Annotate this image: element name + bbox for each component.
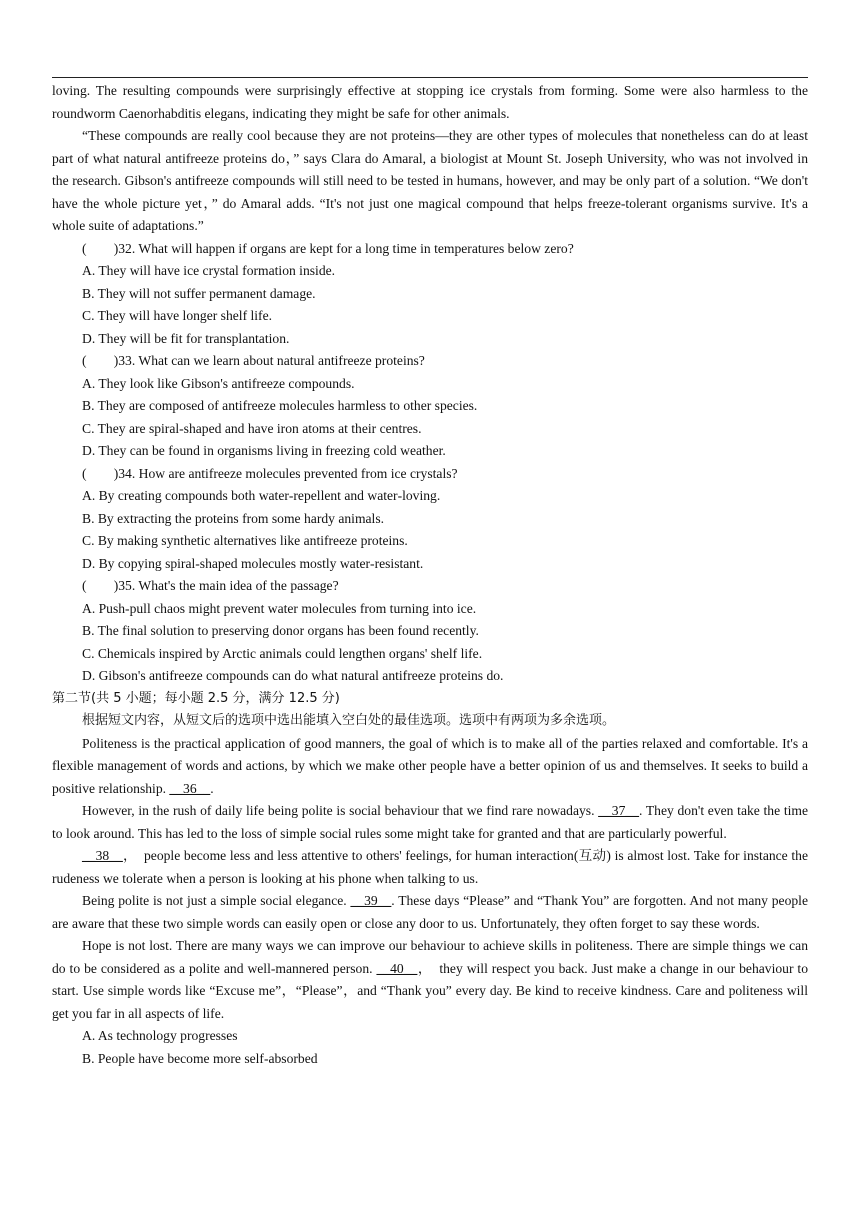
answer-option: C. Chemicals inspired by Arctic animals could lengthen organs' shelf life. — [82, 645, 483, 661]
question-32 — [52, 238, 808, 351]
blank-39: __39__ — [350, 893, 392, 908]
answer-option: B. They will not suffer permanent damage. — [82, 285, 316, 301]
answer-option: C. They are spiral‑shaped and have iron atoms at their centres. — [82, 420, 422, 436]
question-33 — [52, 350, 808, 463]
cloze-text: However, in the rush of daily life being polite is social behaviour that we find rare nowadays. — [82, 803, 599, 818]
answer-option: D. They will be fit for transplantation. — [82, 330, 290, 346]
answer-option: D. They can be found in organisms living in freezing cold weather. — [82, 443, 446, 458]
cloze-text: Politeness is the practical application of good manners, the goal of which is to make all of the parties relaxed and comfortable. It's a flexible management of words and actions, by which we make other people have a better opinion of us and themselves. It seeks to build a positive relationship. — [52, 735, 808, 796]
answer-option: A. By creating compounds both water‑repellent and water‑loving. — [82, 488, 441, 503]
answer-option: B. The final solution to preserving donor organs has been found recently. — [82, 623, 479, 638]
cloze-text: . These days “Please” and “Thank You” are forgotten. And not many people are aware that these two simple words can easily open or close any door to us. Unfortunately, they often forget to say these words. — [52, 893, 808, 931]
cloze-option: A. As technology progresses — [82, 1028, 238, 1043]
cloze-paragraph — [52, 890, 808, 935]
section-heading: 第二节(共 5 小题；每小题 2.5 分，满分 12.5 分) — [52, 690, 340, 706]
cloze-text: ， people become less and less attentive to others' feelings, for human interaction(互动) is almost lost. Take for instance the rudeness we tolerate when a person is looking at his phone when talking to us. — [52, 848, 808, 886]
blank-40: __40__ — [376, 960, 418, 976]
answer-option: D. Gibson's antifreeze compounds can do what natural antifreeze proteins do. — [82, 668, 504, 683]
question-stem: ( )33. What can we learn about natural antifreeze proteins? — [82, 353, 425, 368]
answer-option: A. Push‑pull chaos might prevent water molecules from turning into ice. — [82, 600, 477, 616]
question-35 — [52, 575, 808, 688]
answer-option: C. By making synthetic alternatives like antifreeze proteins. — [82, 533, 408, 548]
answer-option: A. They look like Gibson's antifreeze compounds. — [82, 375, 355, 391]
header-rule — [52, 77, 808, 78]
exam-page-content — [52, 80, 808, 1070]
cloze-text: . — [210, 780, 214, 796]
cloze-paragraph — [52, 800, 808, 845]
cloze-text: Being polite is not just a simple social elegance. — [82, 893, 351, 908]
cloze-text: . They don't even take the time to look around. This has led to the loss of simple social rules some might take for granted and that are particularly powerful. — [52, 803, 808, 841]
blank-37: __37__ — [598, 803, 639, 818]
question-stem: ( )32. What will happen if organs are kept for a long time in temperatures below zero? — [82, 240, 574, 256]
blank-38: __38__ — [82, 848, 123, 863]
answer-option: B. They are composed of antifreeze molecules harmless to other species. — [82, 398, 478, 413]
cloze-paragraph — [52, 935, 808, 1025]
cloze-text: Hope is not lost. There are many ways we can improve our behaviour to achieve skills in politeness. There are simple things we can do to be considered as a polite and well-mannered person. — [52, 938, 808, 976]
answer-option: D. By copying spiral‑shaped molecules mostly water‑resistant. — [82, 555, 424, 571]
cloze-option: B. People have become more self‑absorbed — [82, 1050, 318, 1066]
question-stem: ( )35. What's the main idea of the passage? — [82, 578, 339, 593]
blank-36: __36__ — [169, 780, 211, 796]
cloze-text: ， they will respect you back. Just make a change in our behaviour to start. Use simple words like “Excuse me”，“Please”，and “Thank you” every day. Be kind to receive kindness. Care and politeness will get you far in all aspects of life. — [52, 960, 809, 1021]
question-stem: ( )34. How are antifreeze molecules prevented from ice crystals? — [82, 465, 458, 481]
answer-option: A. They will have ice crystal formation inside. — [82, 263, 336, 278]
passage-paragraph: loving. The resulting compounds were surprisingly effective at stopping ice crystals from forming. Some were also harmless to the roundworm Caenorhabditis elegans, indicating they might be safe for other animals. — [52, 83, 808, 121]
answer-option: C. They will have longer shelf life. — [82, 308, 273, 323]
cloze-paragraph — [52, 733, 808, 801]
passage-paragraph: “These compounds are really cool because they are not proteins—they are other types of molecules that nonetheless can do at least part of what natural antifreeze proteins do，” says Clara do Amaral, a biologist at Mount St. Joseph University, who was not involved in the research. Gibson's antifreeze compounds will still need to be tested in humans, however, and may be only part of a solution. “We don't have the whole picture yet，” do Amaral adds. “It's not just one magical compound that helps freeze‑tolerant organisms survive. It's a whole suite of adaptations.” — [52, 128, 808, 233]
question-34 — [52, 463, 808, 576]
cloze-paragraph — [52, 845, 808, 890]
answer-option: B. By extracting the proteins from some hardy animals. — [82, 510, 385, 526]
section-instruction: 根据短文内容，从短文后的选项中选出能填入空白处的最佳选项。选项中有两项为多余选项。 — [82, 713, 616, 728]
